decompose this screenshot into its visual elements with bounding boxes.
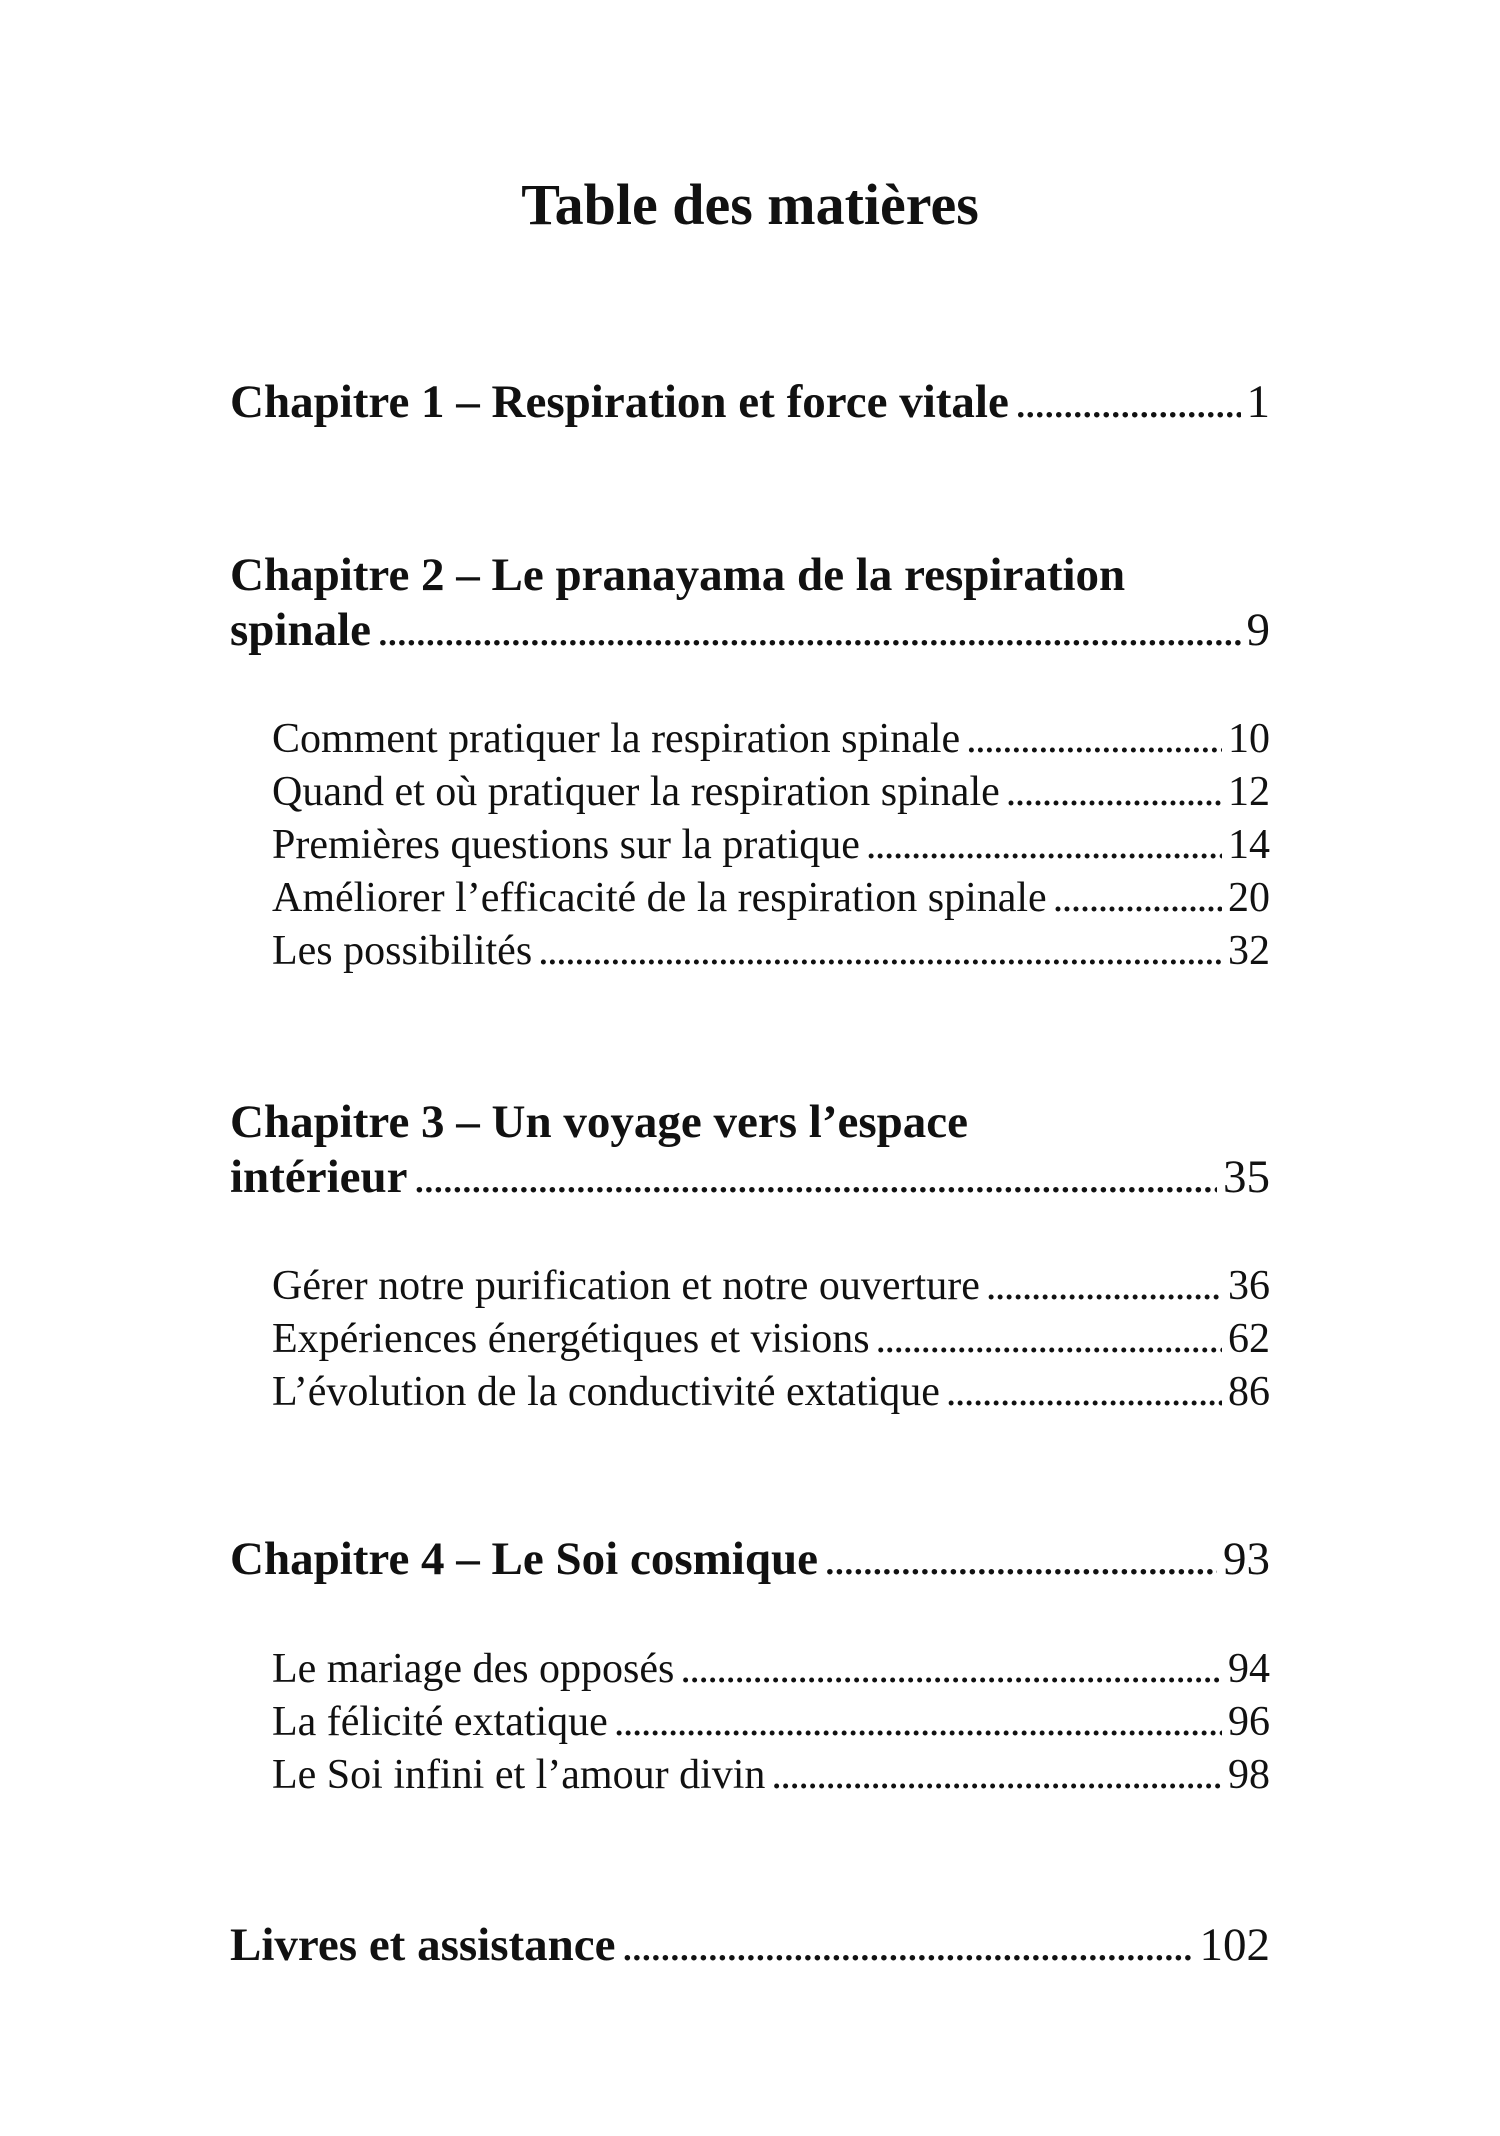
toc-section[interactable] <box>272 1696 1270 1749</box>
toc-section[interactable] <box>272 1643 1270 1696</box>
toc-section-label: Le mariage des opposés <box>272 1646 675 1692</box>
toc-page-number: 9 <box>1246 604 1270 656</box>
dot-leader <box>377 603 1240 658</box>
toc-page-number: 1 <box>1246 376 1270 428</box>
toc-section-label: L’évolution de la conductivité extatique <box>272 1369 940 1415</box>
toc-chapter-3-line <box>230 1150 1270 1205</box>
dot-leader <box>946 1366 1222 1419</box>
toc-section-label: Gérer notre purification et notre ouverture <box>272 1263 980 1309</box>
toc-page-number: 62 <box>1228 1316 1270 1362</box>
toc-section-label: Premières questions sur la pratique <box>272 822 860 868</box>
toc-chapter-4-line <box>230 1532 1270 1587</box>
dot-leader <box>876 1313 1222 1366</box>
toc-section[interactable] <box>272 766 1270 819</box>
toc-page-number: 14 <box>1228 822 1270 868</box>
toc-section[interactable] <box>272 713 1270 766</box>
dot-leader <box>824 1532 1217 1587</box>
dot-leader <box>538 925 1222 978</box>
toc-page-number: 32 <box>1228 928 1270 974</box>
toc-chapter-label-line1: Chapitre 3 – Un voyage vers l’espace <box>230 1096 968 1148</box>
toc-page-number: 93 <box>1223 1533 1270 1585</box>
toc-section[interactable] <box>272 819 1270 872</box>
toc-chapter-1-line <box>230 375 1270 430</box>
toc-section[interactable] <box>272 925 1270 978</box>
toc-chapter-label-line1: Chapitre 2 – Le pranayama de la respiration <box>230 549 1126 601</box>
toc-section-label: Améliorer l’efficacité de la respiration spinale <box>272 875 1047 921</box>
toc-chapter-4[interactable] <box>230 1532 1270 1587</box>
toc-page-number: 86 <box>1228 1369 1270 1415</box>
dot-leader <box>866 819 1222 872</box>
toc-page-number: 102 <box>1199 1919 1270 1971</box>
toc-section[interactable] <box>272 1313 1270 1366</box>
toc-section[interactable] <box>272 1260 1270 1313</box>
dot-leader <box>622 1918 1194 1973</box>
toc-chapter-label: Livres et assistance <box>230 1919 616 1971</box>
dot-leader <box>986 1260 1222 1313</box>
dot-leader <box>966 713 1222 766</box>
toc-section-label: Le Soi infini et l’amour divin <box>272 1752 766 1798</box>
dot-leader <box>414 1150 1218 1205</box>
toc-page-number: 12 <box>1228 769 1270 815</box>
toc-section[interactable] <box>272 1749 1270 1802</box>
toc-section-label: Quand et où pratiquer la respiration spinale <box>272 769 1000 815</box>
toc-section-label: Comment pratiquer la respiration spinale <box>272 716 961 762</box>
toc-chapter-label: intérieur <box>230 1151 408 1203</box>
toc-page-number: 96 <box>1228 1699 1270 1745</box>
toc-section-label: La félicité extatique <box>272 1699 608 1745</box>
toc-page-number: 36 <box>1228 1263 1270 1309</box>
toc-chapter-2-line <box>230 603 1270 658</box>
toc-chapter-label: Chapitre 4 – Le Soi cosmique <box>230 1533 818 1585</box>
toc-chapter-books[interactable] <box>230 1918 1270 1973</box>
toc-section-label: Les possibilités <box>272 928 533 974</box>
dot-leader <box>614 1696 1222 1749</box>
toc-page-number: 98 <box>1228 1752 1270 1798</box>
dot-leader <box>1006 766 1222 819</box>
toc-page-number: 94 <box>1228 1646 1270 1692</box>
toc-section[interactable] <box>272 1366 1270 1419</box>
dot-leader <box>680 1643 1222 1696</box>
dot-leader <box>1053 872 1222 925</box>
toc-page-number: 35 <box>1223 1151 1270 1203</box>
dot-leader <box>1015 375 1241 430</box>
toc-chapter-books-line <box>230 1918 1270 1973</box>
page-title: Table des matières <box>521 172 979 237</box>
toc-section-label: Expériences énergétiques et visions <box>272 1316 870 1362</box>
toc-page-number: 10 <box>1228 716 1270 762</box>
dot-leader <box>771 1749 1222 1802</box>
toc-chapter-2[interactable] <box>230 548 1270 658</box>
toc-chapter-1[interactable] <box>230 375 1270 430</box>
toc-chapter-label: spinale <box>230 604 372 656</box>
toc-section[interactable] <box>272 872 1270 925</box>
toc-chapter-3[interactable] <box>230 1095 1270 1205</box>
toc-page-number: 20 <box>1228 875 1270 921</box>
toc-chapter-label: Chapitre 1 – Respiration et force vitale <box>230 376 1009 428</box>
